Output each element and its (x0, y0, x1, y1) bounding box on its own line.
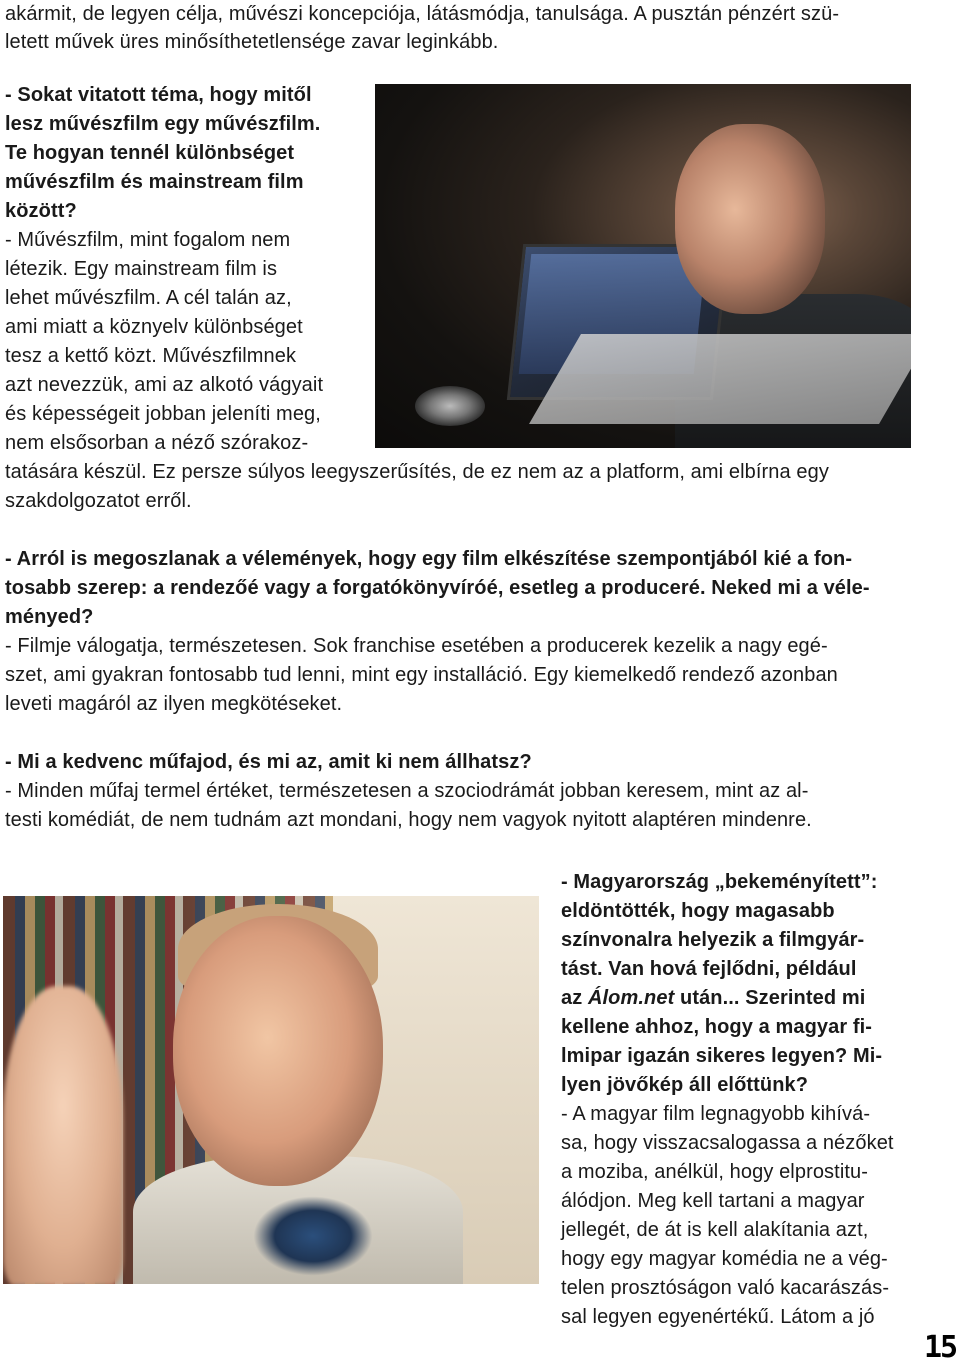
answer-line: ami miatt a köznyelv különbséget (5, 316, 303, 338)
question-line: - Magyarország „bekeményített”: (561, 871, 878, 893)
answer-line: - Minden műfaj termel értéket, természetesen a szociodrámát jobban keresem, mint az al- (5, 780, 809, 802)
film-title: Álom.net (587, 987, 675, 1009)
question-line: tást. Van hová fejlődni, például (561, 958, 857, 980)
answer-line: lehet művészfilm. A cél talán az, (5, 287, 292, 309)
answer-line: hogy egy magyar komédia ne a vég- (561, 1248, 888, 1270)
question-line: Te hogyan tennél különbséget (5, 142, 295, 164)
answer-line: - A magyar film legnagyobb kihívá- (561, 1103, 871, 1125)
question-line: tosabb szerep: a rendezőé vagy a forgatókönyvíróé, esetleg a produceré. Neked mi a véle- (5, 577, 870, 599)
answer-line: - Filmje válogatja, természetesen. Sok franchise esetében a producerek kezelik a nagy egé- (5, 635, 828, 657)
question-line: színvonalra helyezik a filmgyár- (561, 929, 865, 951)
answer-line: tesz a kettő közt. Művészfilmnek (5, 345, 297, 367)
question-line: eldöntötték, hogy magasabb (561, 900, 835, 922)
question-line: között? (5, 200, 77, 222)
answer-line: jellegét, de át is kell alakítania azt, (561, 1219, 869, 1241)
question-line: - Mi a kedvenc műfajod, és mi az, amit ki nem állhatsz? (5, 751, 532, 773)
question-line: ményed? (5, 606, 94, 628)
answer-line: létezik. Egy mainstream film is (5, 258, 278, 280)
answer-line: álódjon. Meg kell tartani a magyar (561, 1190, 865, 1212)
answer-line: sa, hogy visszacsalogassa a nézőket (561, 1132, 894, 1154)
answer-line: a moziba, anélkül, hogy elprostitu- (561, 1161, 868, 1183)
photo-man-at-laptop (375, 84, 911, 448)
answer-line: leveti magáról az ilyen megkötéseket. (5, 693, 343, 715)
question-line: lesz művészfilm egy művészfilm. (5, 113, 321, 135)
question-line: lyen jövőkép áll előttünk? (561, 1074, 809, 1096)
body-text-line: akármit, de legyen célja, művészi koncepciója, látásmódja, tanulsága. A pusztán pénzért szü- (5, 3, 840, 25)
question-line: - Arról is megoszlanak a vélemények, hogy egy film elkészítése szempontjából kié a fon- (5, 548, 853, 570)
question-line: - Sokat vitatott téma, hogy mitől (5, 84, 312, 106)
answer-line: - Művészfilm, mint fogalom nem (5, 229, 291, 251)
answer-line: szet, ami gyakran fontosabb tud lenni, mint egy installáció. Egy kiemelkedő rendező azonban (5, 664, 838, 686)
answer-line: tatására készül. Ez persze súlyos leegyszerűsítés, de ez nem az a platform, ami elbírna egy (5, 461, 829, 483)
question-line (561, 984, 865, 1013)
answer-line: nem elsősorban a néző szórakoz- (5, 432, 309, 454)
page-number: 15 (924, 1330, 957, 1365)
question-line: lmipar igazán sikeres legyen? Mi- (561, 1045, 883, 1067)
answer-line: telen prosztóságon való kacarászás- (561, 1277, 890, 1299)
answer-line: szakdolgozatot erről. (5, 490, 192, 512)
answer-line: sal legyen egyenértékű. Látom a jó (561, 1306, 875, 1328)
body-text-line: letett művek üres minősíthetetlensége zavar leginkább. (5, 31, 499, 53)
question-line: kellene ahhoz, hogy a magyar fi- (561, 1016, 873, 1038)
question-line: művészfilm és mainstream film (5, 171, 304, 193)
answer-line: azt nevezzük, ami az alkotó vágyait (5, 374, 324, 396)
answer-line: testi komédiát, de nem tudnám azt mondani, hogy nem vagyok nyitott alaptéren mindenre. (5, 809, 812, 831)
question-text: az (561, 987, 588, 1009)
answer-line: és képességeit jobban jeleníti meg, (5, 403, 321, 425)
question-text: után... Szerinted mi (674, 987, 866, 1009)
photo-man-with-thumb (3, 896, 539, 1284)
